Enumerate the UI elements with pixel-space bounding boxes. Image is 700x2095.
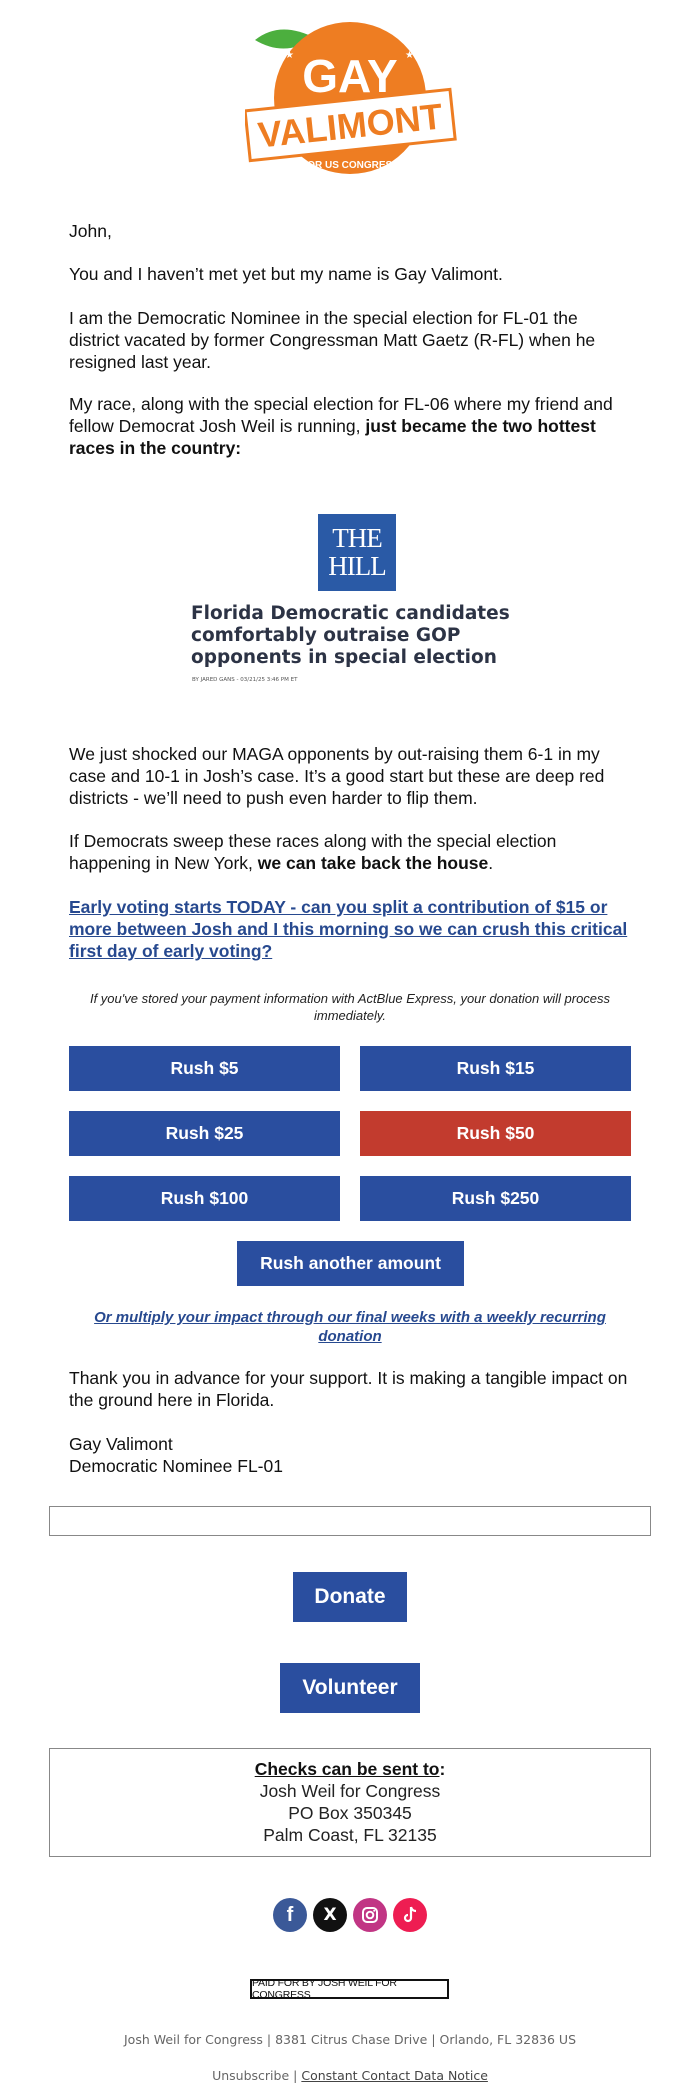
article-byline: BY JARED GANS - 03/21/25 3:46 PM ET bbox=[192, 677, 298, 683]
recurring-donation-link[interactable]: Or multiply your impact through our final weeks with a weekly recurring donation bbox=[94, 1309, 606, 1345]
signature bbox=[69, 1433, 629, 1477]
instagram-icon[interactable] bbox=[353, 1898, 387, 1932]
paragraph-thanks: Thank you in advance for your support. It is making a tangible impact on the ground here in Florida. bbox=[69, 1368, 628, 1410]
logo-surname: VALIMONT bbox=[255, 95, 445, 156]
rush-50-button[interactable]: Rush $50 bbox=[360, 1111, 631, 1156]
race-text: My race, along with the special election for FL-06 where my friend and fellow Democrat Josh Weil is running, bbox=[69, 394, 613, 436]
checks-heading: Checks can be sent to: bbox=[254, 1759, 446, 1779]
campaign-logo bbox=[245, 20, 460, 180]
paragraph-nominee: I am the Democratic Nominee in the special election for FL-01 the district vacated by former Congressman Matt Gaetz (R-FL) when he resigned last year. bbox=[69, 308, 596, 372]
paragraph-outraise: We just shocked our MAGA opponents by out-raising them 6-1 in my case and 10-1 in Josh’s case. It’s a good start but these are deep red districts - we’ll need to push even harder to flip them. bbox=[69, 744, 605, 808]
checks-payee: Josh Weil for Congress bbox=[259, 1781, 441, 1801]
unsubscribe-link[interactable]: Unsubscribe bbox=[212, 2068, 290, 2083]
footer-address: Josh Weil for Congress | 8381 Citrus Chase Drive | Orlando, FL 32836 US bbox=[123, 2032, 577, 2047]
rush-100-button[interactable]: Rush $100 bbox=[69, 1176, 340, 1221]
race-bold: just became the two hottest races in the country: bbox=[69, 416, 596, 458]
the-hill-masthead: THE HILL bbox=[318, 514, 396, 591]
news-article-image[interactable] bbox=[185, 512, 515, 692]
x-twitter-icon[interactable]: X bbox=[313, 1898, 347, 1932]
tiktok-icon[interactable] bbox=[393, 1898, 427, 1932]
early-voting-donate-link[interactable]: Early voting starts TODAY - can you split a contribution of $15 or more between Josh and I this morning so we can crush this critical first day of early voting? bbox=[69, 897, 628, 961]
checks-mailing-box bbox=[49, 1748, 651, 1857]
rush-25-button[interactable]: Rush $25 bbox=[69, 1111, 340, 1156]
footer-links: Unsubscribe | Constant Contact Data Notice bbox=[212, 2068, 488, 2083]
rush-15-button[interactable]: Rush $15 bbox=[360, 1046, 631, 1091]
logo-first-name: GAY bbox=[302, 50, 398, 102]
checks-po-box: PO Box 350345 bbox=[288, 1803, 412, 1823]
paragraph-intro: You and I haven’t met yet but my name is Gay Valimont. bbox=[69, 264, 503, 284]
sweep-text: If Democrats sweep these races along with the special election happening in New York, bbox=[69, 831, 557, 873]
rush-5-button[interactable]: Rush $5 bbox=[69, 1046, 340, 1091]
rush-250-button[interactable]: Rush $250 bbox=[360, 1176, 631, 1221]
article-headline: Florida Democratic candidates comfortably outraise GOP opponents in special election bbox=[191, 603, 510, 668]
greeting: John, bbox=[69, 221, 112, 241]
volunteer-button[interactable]: Volunteer bbox=[280, 1663, 420, 1713]
logo-tagline: FOR US CONGRESS bbox=[301, 160, 399, 171]
checks-city: Palm Coast, FL 32135 bbox=[263, 1825, 437, 1845]
svg-text:★: ★ bbox=[285, 50, 294, 61]
rush-another-amount-button[interactable]: Rush another amount bbox=[237, 1241, 464, 1286]
paragraph-race bbox=[69, 393, 629, 459]
sweep-bold: we can take back the house bbox=[257, 853, 489, 873]
facebook-icon[interactable]: f bbox=[273, 1898, 307, 1932]
svg-text:★: ★ bbox=[405, 50, 414, 61]
signature-title: Democratic Nominee FL-01 bbox=[69, 1456, 283, 1476]
paid-for-disclaimer: PAID FOR BY JOSH WEIL FOR CONGRESS bbox=[250, 1979, 449, 1999]
actblue-express-note: If you've stored your payment information with ActBlue Express, your donation will process immediately. bbox=[89, 991, 611, 1023]
divider-box bbox=[49, 1506, 651, 1536]
data-notice-link[interactable]: Constant Contact Data Notice bbox=[301, 2068, 488, 2083]
paragraph-sweep: If Democrats sweep these races along with the special election happening in New York, we can take back the house. bbox=[69, 831, 557, 873]
donate-button[interactable]: Donate bbox=[293, 1572, 407, 1622]
signature-name: Gay Valimont bbox=[69, 1434, 173, 1454]
